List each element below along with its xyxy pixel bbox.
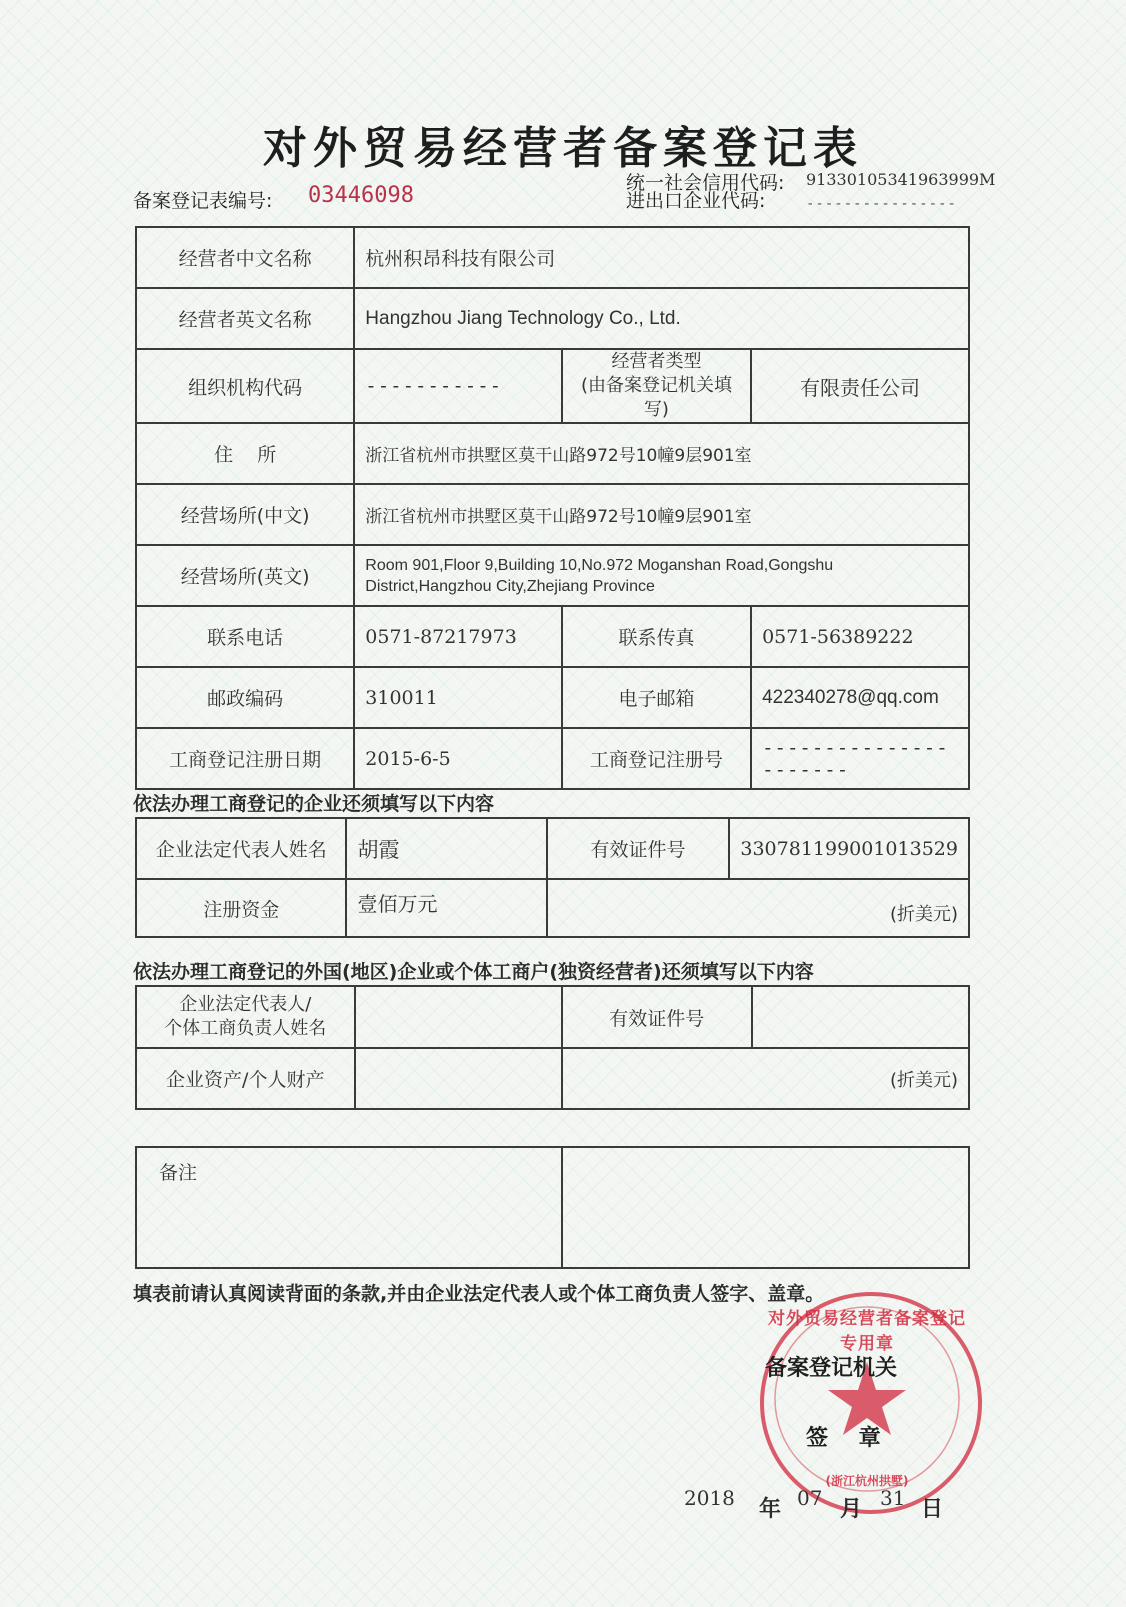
section3-heading: 依法办理工商登记的外国(地区)企业或个体工商户(独资经营者)还须填写以下内容 <box>133 961 814 983</box>
cn-name-label: 经营者中文名称 <box>136 227 354 288</box>
seal-label: 签 章 <box>806 1426 881 1451</box>
en-name-value: Hangzhou Jiang Technology Co., Ltd. <box>354 288 969 349</box>
document-title: 对外贸易经营者备案登记表 <box>263 123 863 174</box>
reg-date-value: 2015-6-5 <box>354 728 562 789</box>
operator-type-label-line1: 经营者类型 <box>611 351 702 372</box>
credit-code-label: 统一社会信用代码: <box>626 172 785 194</box>
address-label: 住 所 <box>136 423 354 484</box>
org-code-label: 组织机构代码 <box>136 349 354 423</box>
email-value: 422340278@qq.com <box>751 667 969 728</box>
business-reg-no-label: 工商登记注册号 <box>562 728 751 789</box>
legal-rep-value: 胡霞 <box>346 818 546 879</box>
cn-name-value: 杭州积昂科技有限公司 <box>354 227 969 288</box>
seal-subtext: (浙江杭州拱墅) <box>825 1474 909 1488</box>
remarks-label: 备注 <box>136 1147 562 1268</box>
ie-code-value: ---------------- <box>806 196 957 212</box>
en-name-label: 经营者英文名称 <box>136 288 354 349</box>
credit-code-value: 91330105341963999M <box>806 170 996 189</box>
place-en-line2: District,Hangzhou City,Zhejiang Province <box>365 577 655 595</box>
reg-no-value: 03446098 <box>308 183 414 208</box>
place-cn-value: 浙江省杭州市拱墅区莫干山路972号10幢9层901室 <box>354 484 969 545</box>
foreign-rep-value <box>355 986 562 1048</box>
reg-date-label: 工商登记注册日期 <box>136 728 354 789</box>
section3-table <box>135 985 970 1110</box>
assets-value <box>355 1048 562 1109</box>
email-label: 电子邮箱 <box>562 667 751 728</box>
fax-label: 联系传真 <box>562 606 751 667</box>
operator-type-value: 有限责任公司 <box>751 349 969 423</box>
postcode-label: 邮政编码 <box>136 667 354 728</box>
capital-label: 注册资金 <box>136 879 346 937</box>
business-reg-no-value: ---------------------- <box>751 728 969 789</box>
postcode-value: 310011 <box>354 667 562 728</box>
foreign-id-label: 有效证件号 <box>562 986 752 1048</box>
id-label: 有效证件号 <box>547 818 730 879</box>
phone-label: 联系电话 <box>136 606 354 667</box>
foreign-rep-label <box>136 986 355 1048</box>
year-label: 年 <box>759 1497 782 1522</box>
remarks-value <box>562 1147 969 1268</box>
place-en-label: 经营场所(英文) <box>136 545 354 606</box>
day-label: 日 <box>921 1497 944 1522</box>
capital-value: 壹佰万元 <box>346 879 546 937</box>
capital-usd-label: (折美元) <box>547 879 969 937</box>
fax-value: 0571-56389222 <box>751 606 969 667</box>
phone-value: 0571-87217973 <box>354 606 562 667</box>
place-en-value <box>354 545 969 606</box>
footer-note: 填表前请认真阅读背面的条款,并由企业法定代表人或个体工商负责人签字、盖章。 <box>133 1283 825 1305</box>
remarks-table <box>135 1146 970 1269</box>
assets-usd-label: (折美元) <box>562 1048 969 1109</box>
day-value: 31 <box>880 1486 906 1510</box>
authority-label: 备案登记机关 <box>765 1356 898 1381</box>
month-label: 月 <box>840 1497 863 1522</box>
official-seal-stamp <box>760 1292 982 1514</box>
seal-text: 对外贸易经营者备案登记专用章 <box>768 1309 966 1354</box>
reg-no-label: 备案登记表编号: <box>133 190 273 212</box>
place-en-line1: Room 901,Floor 9,Building 10,No.972 Moganshan Road,Gongshu <box>365 556 834 574</box>
ie-code-label: 进出口企业代码: <box>626 190 766 212</box>
foreign-rep-label-line1: 企业法定代表人/ <box>179 994 312 1015</box>
id-value: 330781199001013529 <box>729 818 969 879</box>
org-code-value: ----------- <box>354 349 562 423</box>
foreign-rep-label-line2: 个体工商负责人姓名 <box>164 1018 327 1039</box>
place-cn-label: 经营场所(中文) <box>136 484 354 545</box>
section2-heading: 依法办理工商登记的企业还须填写以下内容 <box>133 793 495 815</box>
main-info-table <box>135 226 970 790</box>
section2-table <box>135 817 970 938</box>
month-value: 07 <box>797 1486 823 1510</box>
operator-type-label-line2: (由备案登记机关填写) <box>580 375 732 420</box>
address-value: 浙江省杭州市拱墅区莫干山路972号10幢9层901室 <box>354 423 969 484</box>
assets-label: 企业资产/个人财产 <box>136 1048 355 1109</box>
legal-rep-label: 企业法定代表人姓名 <box>136 818 346 879</box>
year-value: 2018 <box>684 1486 735 1510</box>
foreign-id-value <box>752 986 969 1048</box>
operator-type-label <box>562 349 751 423</box>
